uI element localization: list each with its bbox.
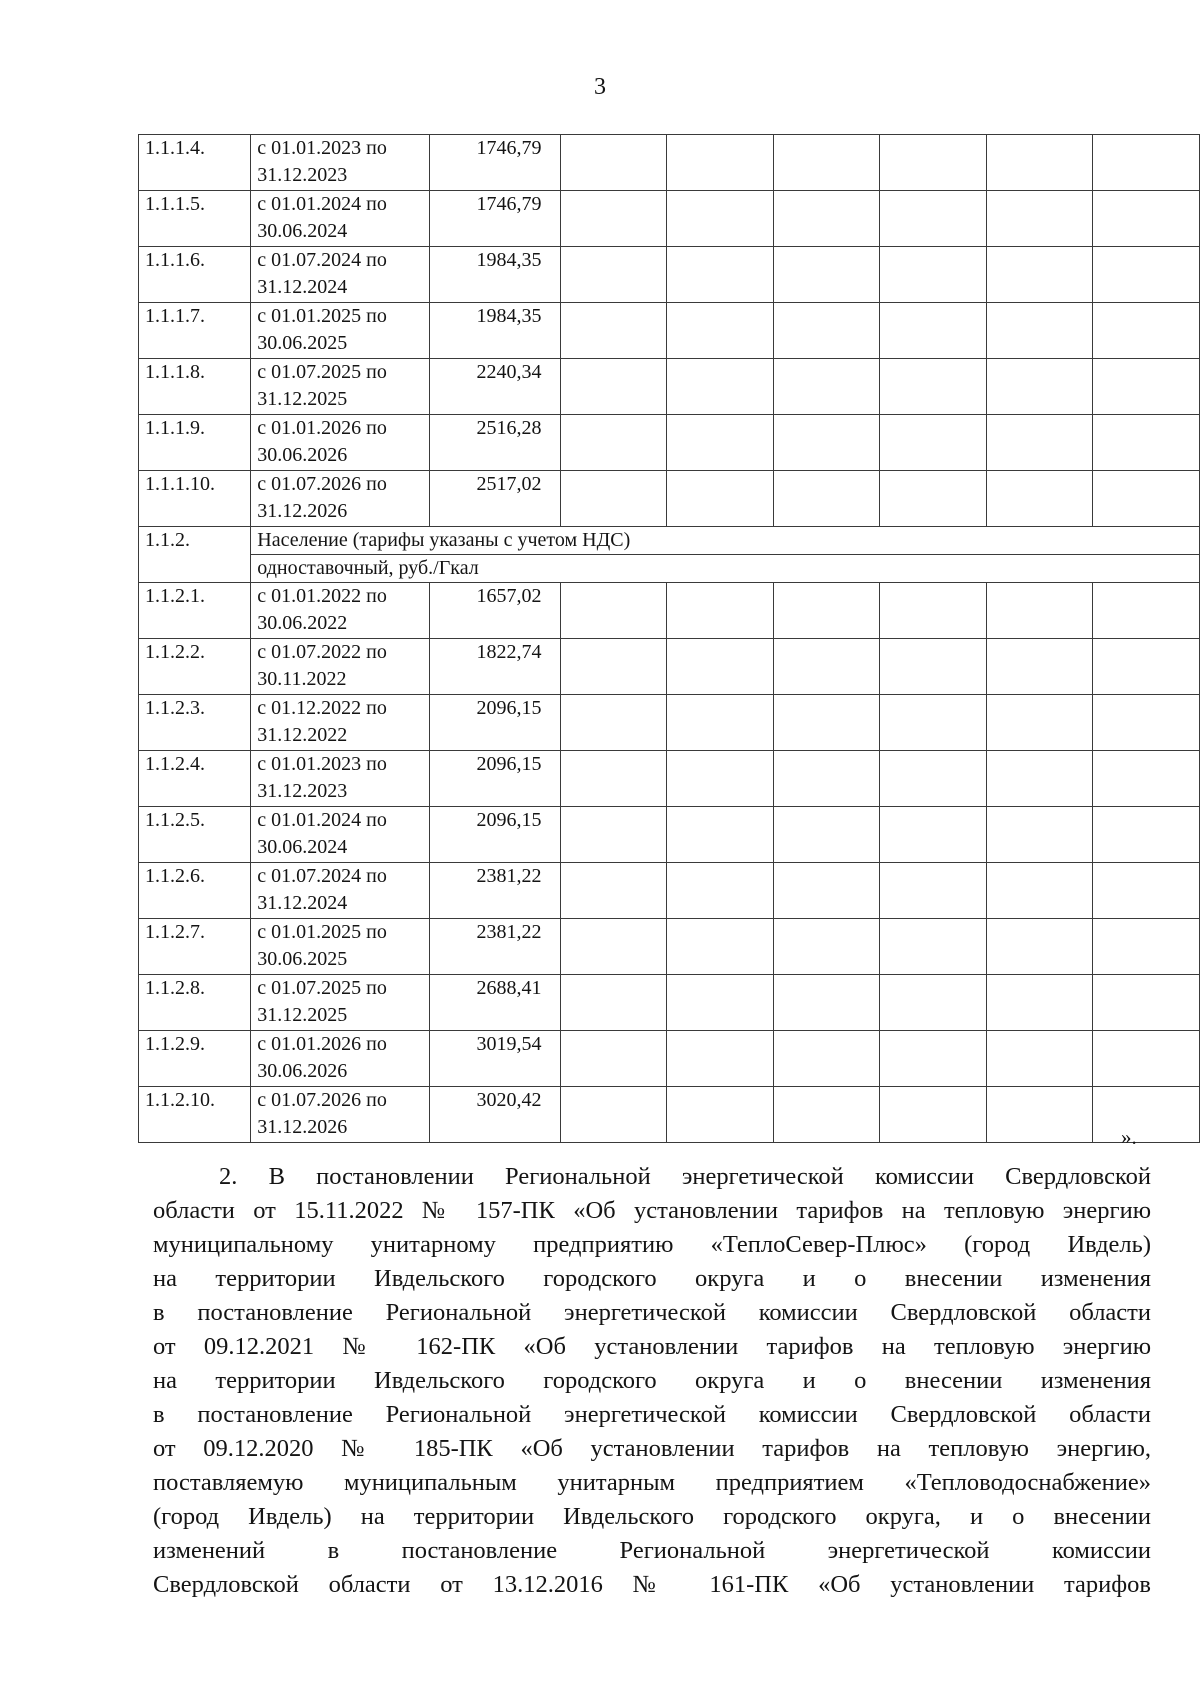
tariff-value: 2516,28: [429, 415, 560, 471]
period-from: с 01.07.2024 по: [257, 249, 387, 271]
tariff-value: 2381,22: [429, 863, 560, 919]
empty-cell: [880, 751, 987, 807]
period-cell: [251, 359, 430, 415]
empty-cell: [773, 807, 880, 863]
row-number: 1.1.2.1.: [139, 583, 251, 639]
empty-cell: [880, 415, 987, 471]
empty-cell: [773, 919, 880, 975]
empty-cell: [880, 1087, 987, 1143]
empty-cell: [880, 1031, 987, 1087]
period-cell: [251, 807, 430, 863]
empty-cell: [986, 919, 1093, 975]
empty-cell: [1093, 471, 1200, 527]
empty-cell: [667, 247, 774, 303]
empty-cell: [560, 359, 667, 415]
empty-cell: [880, 247, 987, 303]
empty-cell: [773, 415, 880, 471]
table-row: [139, 1087, 1200, 1143]
empty-cell: [986, 639, 1093, 695]
empty-cell: [667, 751, 774, 807]
empty-cell: [880, 807, 987, 863]
empty-cell: [667, 1031, 774, 1087]
empty-cell: [560, 975, 667, 1031]
period-to: 31.12.2024: [257, 276, 348, 298]
empty-cell: [667, 919, 774, 975]
tariff-value: 1746,79: [429, 191, 560, 247]
empty-cell: [986, 1087, 1093, 1143]
row-number: 1.1.1.9.: [139, 415, 251, 471]
paragraph-line: от 09.12.2020 № 185-ПК «Об установлении тарифов на тепловую энергию,: [153, 1435, 1151, 1462]
empty-cell: [667, 471, 774, 527]
empty-cell: [986, 751, 1093, 807]
row-number: 1.1.2.7.: [139, 919, 251, 975]
empty-cell: [560, 303, 667, 359]
period-cell: [251, 415, 430, 471]
paragraph-2: [153, 1160, 1151, 1602]
empty-cell: [560, 751, 667, 807]
empty-cell: [667, 975, 774, 1031]
empty-cell: [560, 247, 667, 303]
table-row: [139, 247, 1200, 303]
empty-cell: [560, 807, 667, 863]
period-cell: [251, 247, 430, 303]
period-to: 30.11.2022: [257, 668, 347, 690]
tariff-value: 2096,15: [429, 695, 560, 751]
empty-cell: [880, 471, 987, 527]
tariff-value: 1746,79: [429, 135, 560, 191]
period-from: с 01.12.2022 по: [257, 697, 387, 719]
period-cell: [251, 191, 430, 247]
period-to: 31.12.2026: [257, 500, 348, 522]
period-to: 31.12.2024: [257, 892, 348, 914]
closing-quote: ».: [1121, 1125, 1137, 1149]
period-cell: [251, 919, 430, 975]
tariff-value: 3019,54: [429, 1031, 560, 1087]
empty-cell: [986, 247, 1093, 303]
page-number: 3: [594, 74, 606, 100]
empty-cell: [773, 359, 880, 415]
table-row: [139, 639, 1200, 695]
table-row: [139, 191, 1200, 247]
empty-cell: [1093, 975, 1200, 1031]
empty-cell: [880, 135, 987, 191]
tariff-value: 2381,22: [429, 919, 560, 975]
tariff-value: 1984,35: [429, 303, 560, 359]
empty-cell: [560, 191, 667, 247]
row-number: 1.1.1.7.: [139, 303, 251, 359]
paragraph-line: в постановление Региональной энергетической комиссии Свердловской области: [153, 1299, 1151, 1326]
empty-cell: [986, 471, 1093, 527]
period-cell: [251, 695, 430, 751]
period-from: с 01.01.2023 по: [257, 137, 387, 159]
paragraph-line: (город Ивдель) на территории Ивдельского городского округа, и о внесении: [153, 1503, 1151, 1530]
empty-cell: [880, 863, 987, 919]
empty-cell: [1093, 639, 1200, 695]
section-row: [139, 527, 1200, 555]
section-subtitle-row: [139, 555, 1200, 583]
period-cell: [251, 1031, 430, 1087]
period-from: с 01.07.2025 по: [257, 361, 387, 383]
tariff-value: 2240,34: [429, 359, 560, 415]
empty-cell: [986, 695, 1093, 751]
empty-cell: [667, 415, 774, 471]
empty-cell: [880, 191, 987, 247]
empty-cell: [880, 583, 987, 639]
empty-cell: [1093, 919, 1200, 975]
period-from: с 01.01.2024 по: [257, 193, 387, 215]
period-from: с 01.07.2024 по: [257, 865, 387, 887]
tariff-value: 2517,02: [429, 471, 560, 527]
empty-cell: [667, 807, 774, 863]
table-row: [139, 359, 1200, 415]
empty-cell: [986, 863, 1093, 919]
table-row: [139, 695, 1200, 751]
period-to: 30.06.2024: [257, 836, 348, 858]
paragraph-line: в постановление Региональной энергетической комиссии Свердловской области: [153, 1401, 1151, 1428]
period-to: 31.12.2026: [257, 1116, 348, 1138]
row-number: 1.1.2.3.: [139, 695, 251, 751]
period-to: 30.06.2026: [257, 444, 348, 466]
tariff-value: 2688,41: [429, 975, 560, 1031]
empty-cell: [773, 471, 880, 527]
period-to: 30.06.2026: [257, 1060, 348, 1082]
table-row: [139, 303, 1200, 359]
empty-cell: [667, 359, 774, 415]
empty-cell: [773, 135, 880, 191]
empty-cell: [773, 247, 880, 303]
period-from: с 01.07.2026 по: [257, 473, 387, 495]
period-from: с 01.01.2025 по: [257, 305, 387, 327]
empty-cell: [986, 135, 1093, 191]
period-cell: [251, 583, 430, 639]
row-number: 1.1.2.8.: [139, 975, 251, 1031]
period-to: 30.06.2025: [257, 332, 348, 354]
empty-cell: [560, 919, 667, 975]
empty-cell: [773, 303, 880, 359]
empty-cell: [1093, 1087, 1200, 1143]
tariff-value: 2096,15: [429, 807, 560, 863]
period-cell: [251, 471, 430, 527]
empty-cell: [667, 639, 774, 695]
period-to: 30.06.2022: [257, 612, 348, 634]
period-from: с 01.01.2026 по: [257, 1033, 387, 1055]
paragraph-line: изменений в постановление Региональной энергетической комиссии: [153, 1537, 1151, 1564]
row-number: 1.1.2.9.: [139, 1031, 251, 1087]
period-cell: [251, 303, 430, 359]
period-cell: [251, 1087, 430, 1143]
empty-cell: [667, 303, 774, 359]
section-number: 1.1.2.: [139, 527, 251, 583]
period-cell: [251, 751, 430, 807]
tariff-table: [138, 134, 1200, 1143]
period-from: с 01.07.2022 по: [257, 641, 387, 663]
paragraph-line: поставляемую муниципальным унитарным предприятием «Тепловодоснабжение»: [153, 1469, 1151, 1496]
empty-cell: [560, 471, 667, 527]
row-number: 1.1.2.10.: [139, 1087, 251, 1143]
period-to: 31.12.2025: [257, 1004, 348, 1026]
row-number: 1.1.1.8.: [139, 359, 251, 415]
empty-cell: [667, 135, 774, 191]
tariff-value: 1657,02: [429, 583, 560, 639]
row-number: 1.1.2.5.: [139, 807, 251, 863]
empty-cell: [560, 1087, 667, 1143]
empty-cell: [667, 863, 774, 919]
empty-cell: [773, 695, 880, 751]
period-cell: [251, 135, 430, 191]
period-to: 31.12.2023: [257, 164, 348, 186]
period-to: 31.12.2022: [257, 724, 348, 746]
period-from: с 01.01.2026 по: [257, 417, 387, 439]
empty-cell: [560, 863, 667, 919]
empty-cell: [880, 359, 987, 415]
empty-cell: [880, 695, 987, 751]
table-row: [139, 471, 1200, 527]
table-row: [139, 863, 1200, 919]
empty-cell: [986, 359, 1093, 415]
period-to: 30.06.2024: [257, 220, 348, 242]
row-number: 1.1.2.2.: [139, 639, 251, 695]
tariff-value: 2096,15: [429, 751, 560, 807]
section-title: Население (тарифы указаны с учетом НДС): [251, 527, 1200, 555]
paragraph-line: области от 15.11.2022 № 157-ПК «Об установлении тарифов на тепловую энергию: [153, 1197, 1151, 1224]
empty-cell: [986, 191, 1093, 247]
empty-cell: [1093, 807, 1200, 863]
period-from: с 01.01.2022 по: [257, 585, 387, 607]
empty-cell: [560, 639, 667, 695]
tariff-value: 1984,35: [429, 247, 560, 303]
tariff-value: 1822,74: [429, 639, 560, 695]
empty-cell: [773, 1031, 880, 1087]
empty-cell: [773, 191, 880, 247]
period-from: с 01.01.2023 по: [257, 753, 387, 775]
empty-cell: [986, 583, 1093, 639]
empty-cell: [986, 303, 1093, 359]
table-row: [139, 919, 1200, 975]
empty-cell: [773, 583, 880, 639]
table-row: [139, 975, 1200, 1031]
paragraph-line: муниципальному унитарному предприятию «ТеплоСевер-Плюс» (город Ивдель): [153, 1231, 1151, 1258]
empty-cell: [880, 303, 987, 359]
table-row: [139, 807, 1200, 863]
empty-cell: [986, 415, 1093, 471]
row-number: 1.1.1.5.: [139, 191, 251, 247]
row-number: 1.1.1.10.: [139, 471, 251, 527]
empty-cell: [986, 807, 1093, 863]
empty-cell: [880, 975, 987, 1031]
empty-cell: [1093, 191, 1200, 247]
empty-cell: [1093, 1031, 1200, 1087]
empty-cell: [667, 1087, 774, 1143]
empty-cell: [773, 863, 880, 919]
table-row: [139, 415, 1200, 471]
empty-cell: [1093, 247, 1200, 303]
paragraph-line: 2. В постановлении Региональной энергетической комиссии Свердловской: [219, 1163, 1151, 1190]
paragraph-line: от 09.12.2021 № 162-ПК «Об установлении тарифов на тепловую энергию: [153, 1333, 1151, 1360]
empty-cell: [773, 1087, 880, 1143]
row-number: 1.1.2.6.: [139, 863, 251, 919]
table-row: [139, 135, 1200, 191]
period-from: с 01.01.2024 по: [257, 809, 387, 831]
period-to: 31.12.2025: [257, 388, 348, 410]
empty-cell: [773, 639, 880, 695]
empty-cell: [880, 919, 987, 975]
empty-cell: [667, 191, 774, 247]
empty-cell: [1093, 415, 1200, 471]
period-cell: [251, 639, 430, 695]
empty-cell: [560, 415, 667, 471]
empty-cell: [1093, 863, 1200, 919]
row-number: 1.1.2.4.: [139, 751, 251, 807]
table-row: [139, 751, 1200, 807]
period-from: с 01.07.2025 по: [257, 977, 387, 999]
paragraph-line: на территории Ивдельского городского округа и о внесении изменения: [153, 1265, 1151, 1292]
empty-cell: [1093, 751, 1200, 807]
empty-cell: [773, 975, 880, 1031]
empty-cell: [667, 695, 774, 751]
period-cell: [251, 975, 430, 1031]
table-row: [139, 583, 1200, 639]
empty-cell: [986, 975, 1093, 1031]
empty-cell: [1093, 695, 1200, 751]
table-row: [139, 1031, 1200, 1087]
section-subtitle: одноставочный, руб./Гкал: [251, 555, 1200, 583]
period-from: с 01.01.2025 по: [257, 921, 387, 943]
empty-cell: [560, 695, 667, 751]
row-number: 1.1.1.4.: [139, 135, 251, 191]
empty-cell: [667, 583, 774, 639]
empty-cell: [560, 1031, 667, 1087]
empty-cell: [1093, 303, 1200, 359]
row-number: 1.1.1.6.: [139, 247, 251, 303]
period-to: 30.06.2025: [257, 948, 348, 970]
empty-cell: [773, 751, 880, 807]
empty-cell: [1093, 135, 1200, 191]
empty-cell: [986, 1031, 1093, 1087]
paragraph-line: Свердловской области от 13.12.2016 № 161-ПК «Об установлении тарифов: [153, 1571, 1151, 1598]
period-to: 31.12.2023: [257, 780, 348, 802]
paragraph-line: на территории Ивдельского городского округа и о внесении изменения: [153, 1367, 1151, 1394]
empty-cell: [1093, 359, 1200, 415]
period-from: с 01.07.2026 по: [257, 1089, 387, 1111]
tariff-value: 3020,42: [429, 1087, 560, 1143]
empty-cell: [560, 135, 667, 191]
period-cell: [251, 863, 430, 919]
empty-cell: [880, 639, 987, 695]
empty-cell: [1093, 583, 1200, 639]
empty-cell: [560, 583, 667, 639]
